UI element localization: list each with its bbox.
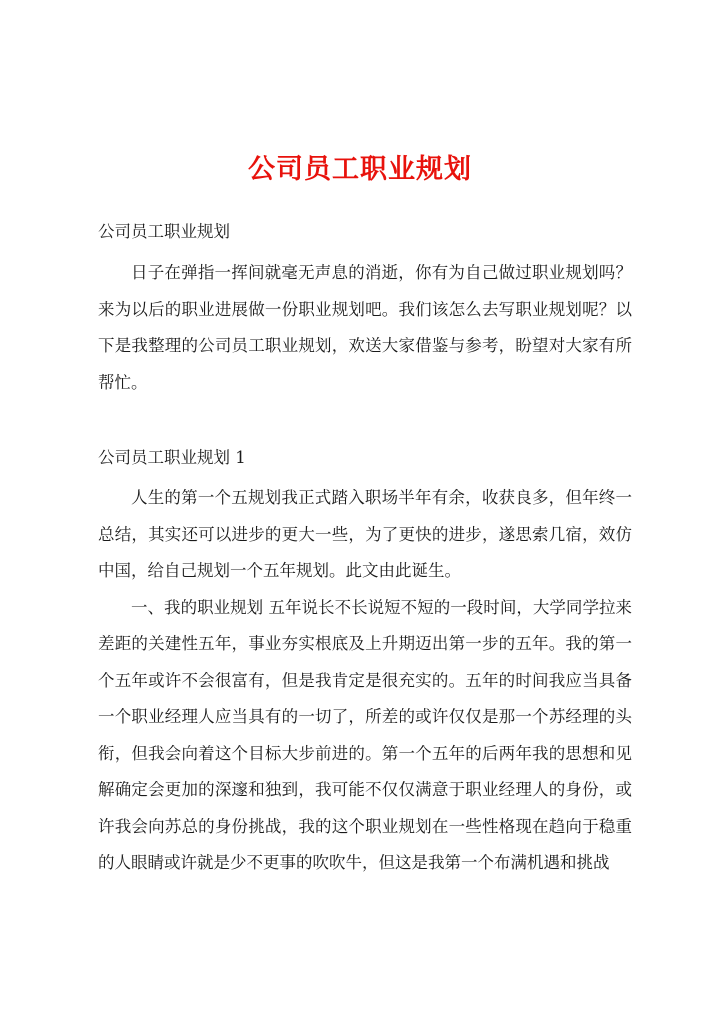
document-title: 公司员工职业规划 bbox=[248, 154, 472, 185]
paragraph: 一、我的职业规划 五年说长不长说短不短的一段时间，大学同学拉来差距的关建性五年，事业夯实根底及上升期迈出第一步的五年。我的第一个五年或许不会很富有，但是我肯定是很充实的。五年的时间我应当具备一个职业经理人应当具有的一切了，所差的或许仅仅是那一个苏经理的头衔，但我会向着这个目标大步前进的。第一个五年的后两年我的思想和见解确定会更加的深邃和独到，我可能不仅仅满意于职业经理人的身份，或许我会向苏总的身份挑战，我的这个职业规划在一些性格现在趋向于稳重的人眼睛或许就是少不更事的吹吹牛，但这是我第一个布满机遇和挑战 bbox=[98, 597, 632, 872]
intro-paragraph: 日子在弹指一挥间就毫无声息的消逝，你有为自己做过职业规划吗？来为以后的职业进展做一份职业规划吧。我们该怎么去写职业规划呢？以下是我整理的公司员工职业规划，欢送大家借鉴与参考，盼望对大家有所帮忙。 bbox=[98, 263, 632, 392]
section-body bbox=[98, 480, 632, 882]
paragraph: 人生的第一个五规划我正式踏入职场半年有余，收获良多，但年终一总结，其实还可以进步的更大一些，为了更快的进步，遂思索几宿，效仿中国，给自己规划一个五年规划。此文由此诞生。 bbox=[98, 488, 632, 580]
intro-heading: 公司员工职业规划 bbox=[98, 222, 230, 241]
section-heading: 公司员工职业规划 1 bbox=[98, 448, 246, 467]
